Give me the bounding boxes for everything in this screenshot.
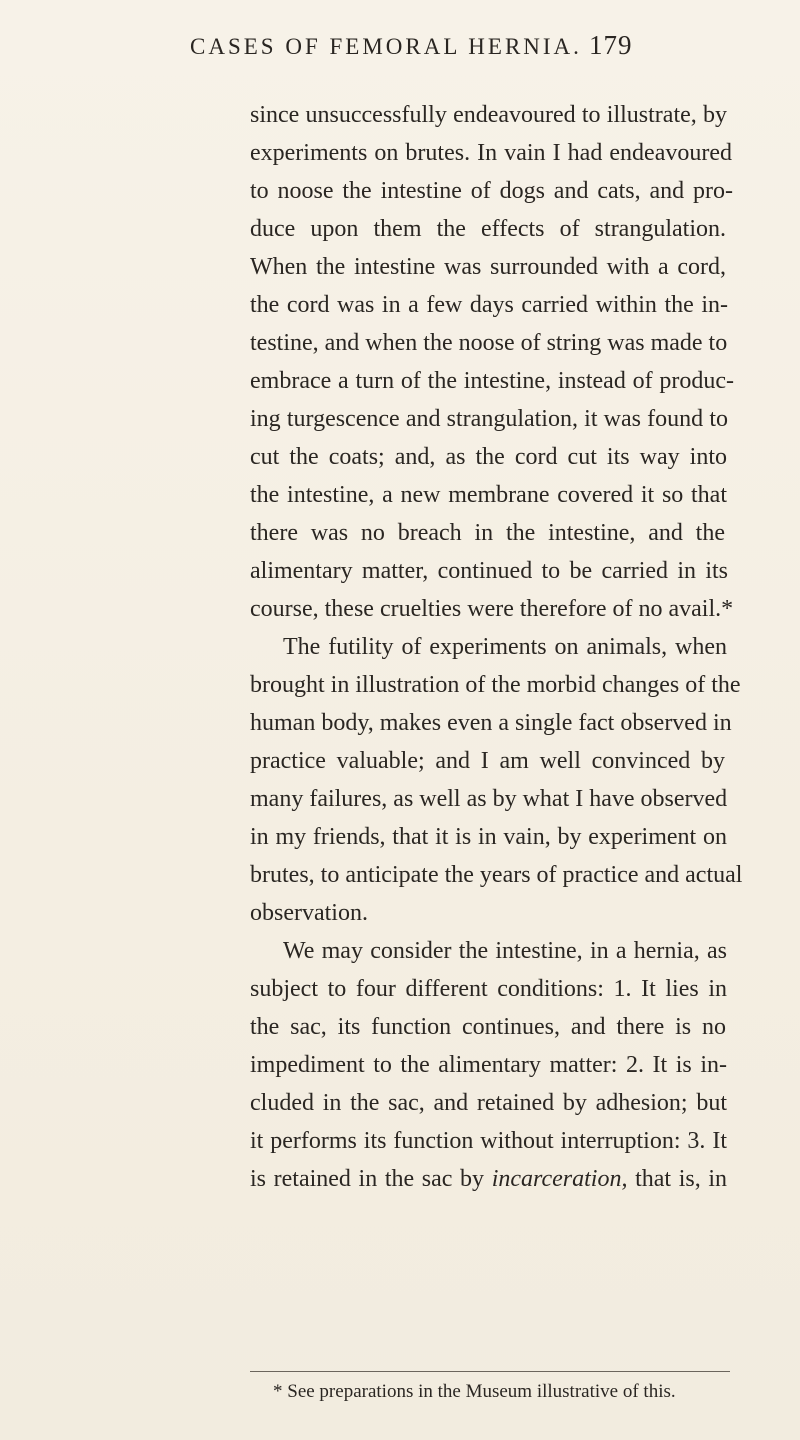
text-line: impediment to the alimentary matter: 2. It is in-: [250, 1052, 727, 1078]
text-line: the intestine, a new membrane covered it so that: [250, 482, 727, 508]
text-line: duce upon them the effects of strangulation.: [250, 216, 726, 242]
text-line: embrace a turn of the intestine, instead of produc-: [250, 368, 734, 394]
page-number: 179: [589, 30, 633, 60]
text-line: alimentary matter, continued to be carried in its: [250, 558, 728, 584]
text-line: many failures, as well as by what I have observed: [250, 786, 728, 812]
text-segment: that is, in: [635, 1166, 728, 1192]
text-line: to noose the intestine of dogs and cats, and pro-: [250, 178, 733, 204]
text-line: When the intestine was surrounded with a cord,: [250, 254, 726, 280]
text-line: cut the coats; and, as the cord cut its way into: [250, 444, 727, 470]
emphasis-text: incarceration,: [491, 1166, 628, 1192]
running-head-title: CASES OF FEMORAL HERNIA.: [190, 34, 582, 59]
text-line: subject to four different conditions: 1. It lies in: [250, 976, 727, 1002]
text-line: it performs its function without interruption: 3. It: [250, 1128, 727, 1154]
text-line: testine, and when the noose of string was made to: [250, 330, 728, 356]
text-line-last: [250, 1162, 727, 1196]
text-line: observation.: [250, 900, 368, 926]
text-line: since unsuccessfully endeavoured to illustrate, by: [250, 102, 727, 128]
footnote-rule: [250, 1371, 730, 1372]
text-line: the sac, its function continues, and there is no: [250, 1014, 726, 1040]
text-line: practice valuable; and I am well convinced by: [250, 748, 725, 774]
text-line: cluded in the sac, and retained by adhesion; but: [250, 1090, 727, 1116]
text-line: The futility of experiments on animals, when: [283, 634, 727, 660]
text-line: We may consider the intestine, in a hernia, as: [283, 938, 727, 964]
text-line: brutes, to anticipate the years of practice and actual: [250, 862, 743, 888]
running-head: [190, 30, 710, 70]
footnote: * See preparations in the Museum illustrative of this.: [273, 1381, 676, 1402]
text-line: in my friends, that it is in vain, by experiment on: [250, 824, 727, 850]
text-line: there was no breach in the intestine, and the: [250, 520, 725, 546]
text-segment: is retained in the sac by: [250, 1166, 485, 1192]
text-line: ing turgescence and strangulation, it was found to: [250, 406, 728, 432]
text-line: brought in illustration of the morbid changes of the: [250, 672, 741, 698]
text-line: human body, makes even a single fact observed in: [250, 710, 732, 736]
text-line: the cord was in a few days carried within the in-: [250, 292, 728, 318]
text-line: experiments on brutes. In vain I had endeavoured: [250, 140, 732, 166]
text-line: course, these cruelties were therefore of no avail.*: [250, 596, 734, 622]
